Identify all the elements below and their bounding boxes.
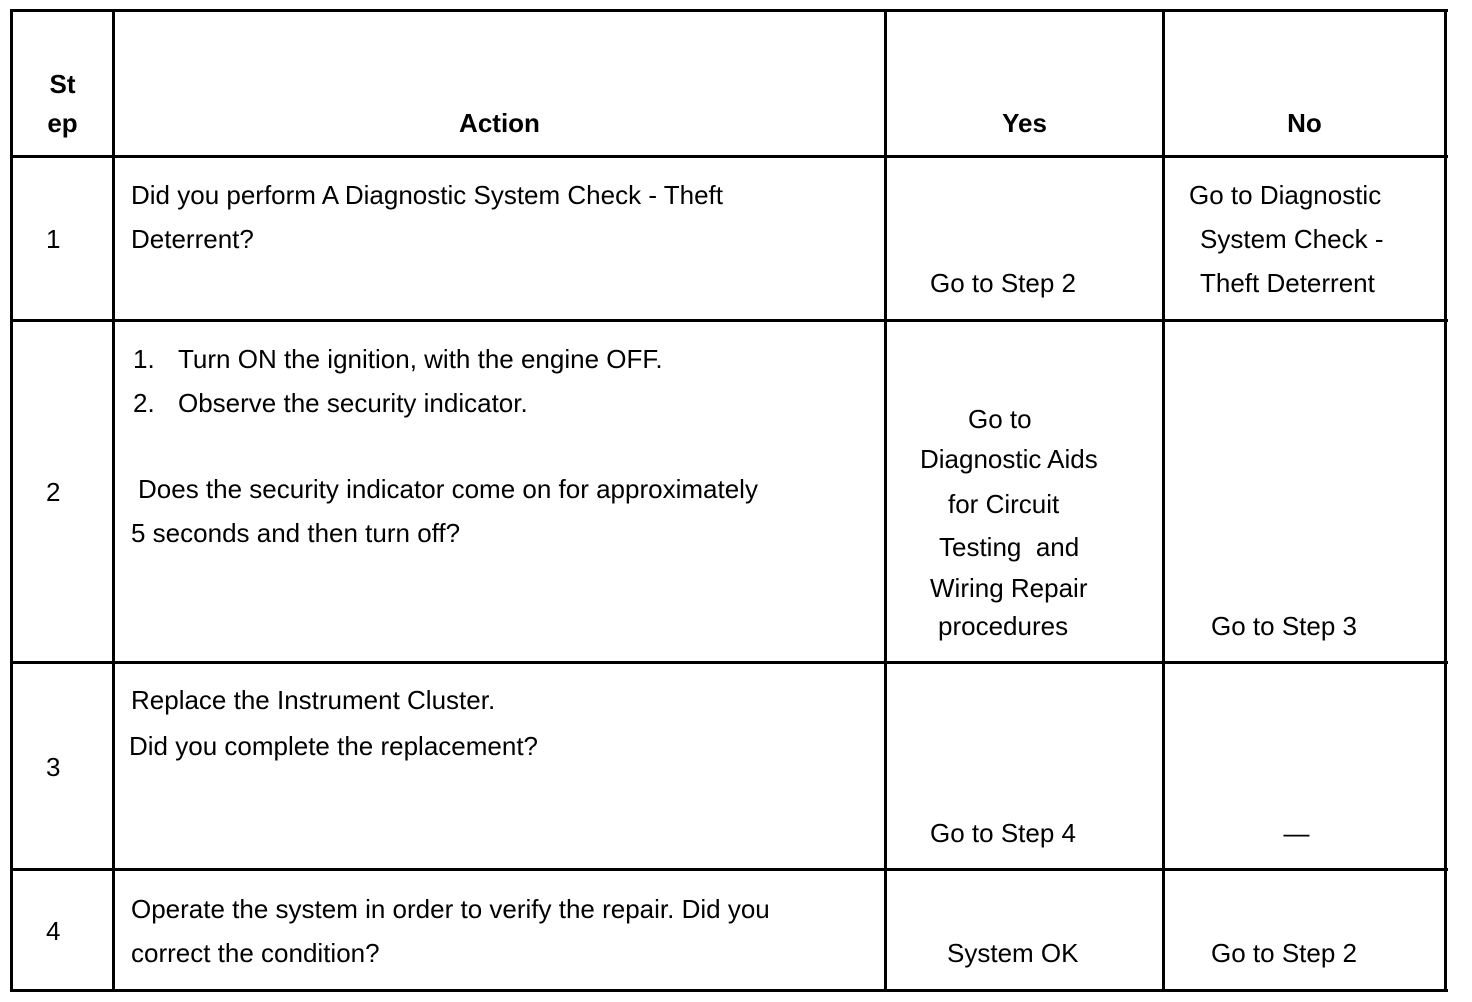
action-text: Did you perform A Diagnostic System Check - Theft xyxy=(131,180,723,210)
yes-text: Testing and xyxy=(939,532,1080,562)
table-border-top xyxy=(10,9,1448,12)
no-text: Go to Diagnostic xyxy=(1189,180,1382,210)
table-border-left xyxy=(10,10,13,992)
list-number: 2. xyxy=(133,388,155,418)
yes-text: Go to Step 4 xyxy=(930,818,1076,848)
table-border-right xyxy=(1444,10,1447,992)
action-text: correct the condition? xyxy=(131,938,380,968)
action-text: Did you complete the replacement? xyxy=(129,731,539,761)
header-no: No xyxy=(1287,108,1322,138)
header-action: Action xyxy=(459,108,540,138)
column-divider xyxy=(884,10,887,992)
step-number: 4 xyxy=(46,916,61,946)
row-divider xyxy=(10,661,1448,664)
row-divider xyxy=(10,319,1448,322)
header-step-line2: ep xyxy=(47,108,78,138)
action-text: Replace the Instrument Cluster. xyxy=(131,685,496,715)
table-border-bottom xyxy=(10,989,1448,992)
no-text: — xyxy=(1283,818,1310,848)
action-text: Deterrent? xyxy=(131,224,254,254)
yes-text: Diagnostic Aids xyxy=(920,444,1098,474)
list-item: Turn ON the ignition, with the engine OFF. xyxy=(178,344,663,374)
yes-text: procedures xyxy=(938,611,1069,641)
column-divider xyxy=(112,10,115,992)
no-text: Go to Step 3 xyxy=(1211,611,1357,641)
no-text: Go to Step 2 xyxy=(1211,938,1357,968)
list-item: Observe the security indicator. xyxy=(178,388,528,418)
yes-text: for Circuit xyxy=(948,489,1060,519)
yes-text: Wiring Repair xyxy=(930,573,1088,603)
no-text: System Check - xyxy=(1200,224,1384,254)
step-number: 3 xyxy=(46,752,61,782)
step-number: 1 xyxy=(46,224,61,254)
yes-text: System OK xyxy=(947,938,1079,968)
header-step-line1: St xyxy=(49,69,76,99)
header-yes: Yes xyxy=(1002,108,1047,138)
list-number: 1. xyxy=(133,344,155,374)
action-text: 5 seconds and then turn off? xyxy=(131,518,461,548)
action-text: Operate the system in order to verify the repair. Did you xyxy=(131,894,770,924)
yes-text: Go to Step 2 xyxy=(930,268,1076,298)
action-text: Does the security indicator come on for approximately xyxy=(138,474,758,504)
row-divider xyxy=(10,868,1448,871)
yes-text: Go to xyxy=(968,404,1032,434)
no-text: Theft Deterrent xyxy=(1200,268,1375,298)
step-number: 2 xyxy=(46,477,61,507)
row-divider xyxy=(10,155,1448,158)
